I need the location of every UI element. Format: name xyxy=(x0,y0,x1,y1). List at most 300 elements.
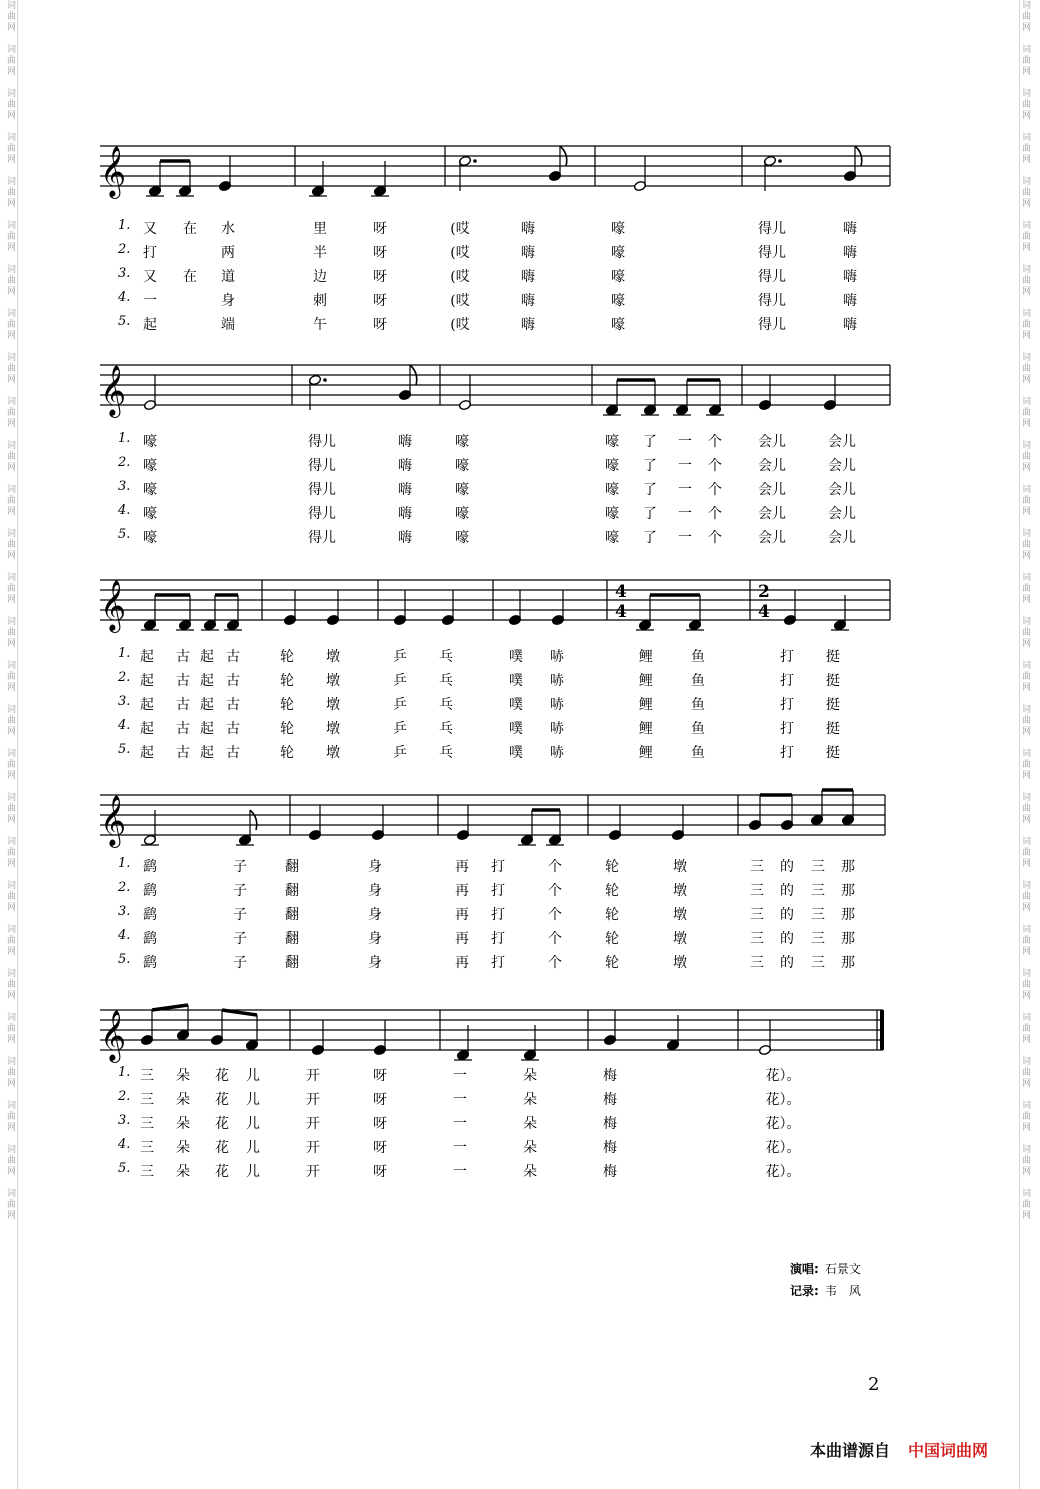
treble-clef-icon: 𝄞 xyxy=(100,365,127,416)
lyric-syllable: 花 xyxy=(215,1164,229,1180)
lyric-syllable: (哎 xyxy=(450,293,470,309)
lyric-syllable: 在 xyxy=(183,269,197,285)
lyric-syllable: 得儿 xyxy=(758,221,786,237)
lyric-syllable: 个 xyxy=(708,458,722,474)
verse-number: 1. xyxy=(118,856,131,871)
note-beam xyxy=(152,1005,188,1010)
page-number: 2 xyxy=(868,1374,880,1395)
lyric-syllable: 一 xyxy=(453,1116,467,1132)
lyric-syllable: (哎 xyxy=(450,221,470,237)
lyric-syllable: 嚎 xyxy=(611,317,625,333)
lyric-syllable: 再 xyxy=(455,859,469,875)
lyric-syllable: 身 xyxy=(368,931,382,947)
lyric-syllable: 打 xyxy=(491,955,505,971)
lyric-syllable: 嗨 xyxy=(843,269,857,285)
lyric-syllable: 嚎 xyxy=(455,506,469,522)
lyric-syllable: 墩 xyxy=(673,931,687,947)
staff xyxy=(0,550,1040,660)
footer-site-link[interactable]: 中国词曲网 xyxy=(908,1441,989,1460)
lyric-syllable: 嚎 xyxy=(605,482,619,498)
lyric-syllable: 起 xyxy=(200,673,214,689)
recorder-line xyxy=(790,1280,861,1302)
lyric-syllable: 再 xyxy=(455,955,469,971)
lyric-syllable: 起 xyxy=(200,649,214,665)
lyric-syllable: 会儿 xyxy=(758,482,786,498)
lyric-syllable: 打 xyxy=(491,907,505,923)
lyric-syllable: 起 xyxy=(140,673,154,689)
time-signature-denominator: 4 xyxy=(758,602,770,622)
lyric-syllable: 开 xyxy=(306,1092,320,1108)
recorder-label: 记录: xyxy=(790,1284,819,1298)
lyric-syllable: 三 xyxy=(750,955,764,971)
lyric-syllable: 鱼 xyxy=(691,649,705,665)
lyric-syllable: 嗨 xyxy=(521,317,535,333)
lyric-syllable: 嗨 xyxy=(521,221,535,237)
lyric-syllable: 呀 xyxy=(373,1092,387,1108)
lyric-syllable: 花）。 xyxy=(765,1116,801,1132)
lyric-syllable: 朵 xyxy=(523,1068,537,1084)
lyric-syllable: 嗨 xyxy=(521,245,535,261)
lyric-syllable: 呀 xyxy=(373,1116,387,1132)
verse-number: 5. xyxy=(118,314,131,329)
lyric-syllable: 鹞 xyxy=(143,883,157,899)
lyric-syllable: 翻 xyxy=(285,883,299,899)
lyric-syllable: 墩 xyxy=(673,859,687,875)
lyric-syllable: 轮 xyxy=(605,883,619,899)
lyric-syllable: 的 xyxy=(780,859,794,875)
lyric-syllable: 鱼 xyxy=(691,697,705,713)
lyric-syllable: 朵 xyxy=(176,1116,190,1132)
lyric-syllable: 水 xyxy=(221,221,235,237)
lyric-syllable: 花 xyxy=(215,1092,229,1108)
lyric-syllable: 鲤 xyxy=(639,697,653,713)
lyric-syllable: 朵 xyxy=(523,1164,537,1180)
lyric-syllable: 噗 xyxy=(509,697,523,713)
lyric-syllable: 乒 xyxy=(393,673,407,689)
verse-number: 2. xyxy=(118,242,131,257)
note-flag xyxy=(250,810,257,830)
lyric-syllable: 鹞 xyxy=(143,931,157,947)
lyric-syllable: 呀 xyxy=(373,245,387,261)
lyric-syllable: 个 xyxy=(548,859,562,875)
lyric-syllable: 呀 xyxy=(373,317,387,333)
lyric-syllable: 鲤 xyxy=(639,673,653,689)
lyric-syllable: 起 xyxy=(200,697,214,713)
lyric-syllable: 打 xyxy=(780,745,794,761)
lyric-syllable: 嗨 xyxy=(843,317,857,333)
lyric-syllable: 个 xyxy=(708,482,722,498)
lyric-syllable: 嚎 xyxy=(455,434,469,450)
verse-number: 4. xyxy=(118,503,131,518)
lyric-syllable: 身 xyxy=(368,859,382,875)
lyric-syllable: 会儿 xyxy=(758,458,786,474)
lyric-syllable: 个 xyxy=(548,931,562,947)
lyric-syllable: 三 xyxy=(140,1116,154,1132)
lyric-syllable: 乓 xyxy=(439,697,453,713)
lyric-syllable: 个 xyxy=(548,955,562,971)
lyric-syllable: 花）。 xyxy=(765,1140,801,1156)
lyric-syllable: 翻 xyxy=(285,907,299,923)
verse-number: 5. xyxy=(118,742,131,757)
lyric-syllable: 得儿 xyxy=(758,269,786,285)
verse-number: 3. xyxy=(118,694,131,709)
lyric-syllable: 花）。 xyxy=(765,1068,801,1084)
final-barline xyxy=(880,1010,884,1050)
lyric-syllable: 朵 xyxy=(523,1116,537,1132)
lyric-syllable: 了 xyxy=(643,506,657,522)
lyric-syllable: 嚎 xyxy=(611,221,625,237)
verse-number: 4. xyxy=(118,718,131,733)
lyric-syllable: 挺 xyxy=(826,697,840,713)
lyric-syllable: 开 xyxy=(306,1140,320,1156)
verse-number: 2. xyxy=(118,880,131,895)
lyric-syllable: 三 xyxy=(140,1092,154,1108)
lyric-syllable: 会儿 xyxy=(758,434,786,450)
lyric-syllable: 里 xyxy=(313,221,327,237)
lyric-syllable: 轮 xyxy=(605,859,619,875)
lyric-syllable: 打 xyxy=(491,883,505,899)
treble-clef-icon: 𝄞 xyxy=(100,795,127,846)
lyric-syllable: 会儿 xyxy=(828,530,856,546)
lyric-syllable: 的 xyxy=(780,883,794,899)
lyric-syllable: 那 xyxy=(841,955,855,971)
lyric-syllable: 鱼 xyxy=(691,721,705,737)
verse-number: 5. xyxy=(118,1161,131,1176)
footer-source-text: 本曲谱源自 xyxy=(810,1441,891,1460)
lyric-syllable: 起 xyxy=(140,649,154,665)
lyric-syllable: 古 xyxy=(176,721,190,737)
lyric-syllable: 一 xyxy=(678,482,692,498)
lyric-syllable: 那 xyxy=(841,859,855,875)
lyric-syllable: 三 xyxy=(750,907,764,923)
lyric-syllable: 又 xyxy=(143,269,157,285)
recorder-name: 韦 风 xyxy=(824,1284,861,1298)
lyric-syllable: 古 xyxy=(226,673,240,689)
lyric-syllable: 儿 xyxy=(246,1092,260,1108)
lyric-syllable: 端 xyxy=(221,317,235,333)
lyric-syllable: 梅 xyxy=(603,1068,617,1084)
lyric-syllable: 乒 xyxy=(393,649,407,665)
lyric-syllable: 嗨 xyxy=(521,293,535,309)
lyric-syllable: 打 xyxy=(491,931,505,947)
lyric-syllable: 打 xyxy=(780,649,794,665)
lyric-syllable: 嚎 xyxy=(143,506,157,522)
lyric-syllable: 朵 xyxy=(176,1140,190,1156)
staff xyxy=(0,116,1040,226)
verse-number: 3. xyxy=(118,266,131,281)
lyric-syllable: 鹞 xyxy=(143,907,157,923)
lyric-syllable: 三 xyxy=(811,883,825,899)
lyric-syllable: 墩 xyxy=(326,673,340,689)
lyric-syllable: 乒 xyxy=(393,721,407,737)
lyric-syllable: 身 xyxy=(368,883,382,899)
lyric-syllable: 嚎 xyxy=(455,458,469,474)
lyric-syllable: 得儿 xyxy=(758,317,786,333)
lyric-syllable: 一 xyxy=(678,458,692,474)
lyric-syllable: 三 xyxy=(811,955,825,971)
lyric-syllable: 花 xyxy=(215,1116,229,1132)
lyric-syllable: 呀 xyxy=(373,269,387,285)
lyric-syllable: 起 xyxy=(200,745,214,761)
lyric-syllable: 三 xyxy=(750,859,764,875)
lyric-syllable: 起 xyxy=(200,721,214,737)
lyric-syllable: 打 xyxy=(491,859,505,875)
lyric-syllable: 子 xyxy=(233,907,247,923)
lyric-syllable: 梅 xyxy=(603,1116,617,1132)
lyric-syllable: 得儿 xyxy=(308,530,336,546)
lyric-syllable: 墩 xyxy=(326,721,340,737)
lyric-syllable: 呀 xyxy=(373,1164,387,1180)
lyric-syllable: 嗨 xyxy=(398,530,412,546)
lyric-syllable: 挺 xyxy=(826,745,840,761)
lyric-syllable: 儿 xyxy=(246,1164,260,1180)
lyric-syllable: 再 xyxy=(455,931,469,947)
lyric-syllable: 呀 xyxy=(373,293,387,309)
lyric-syllable: 得儿 xyxy=(308,506,336,522)
lyric-syllable: 会儿 xyxy=(828,458,856,474)
lyric-syllable: 乒 xyxy=(393,745,407,761)
singer-label: 演唱: xyxy=(790,1262,819,1276)
verse-number: 1. xyxy=(118,431,131,446)
lyric-syllable: 的 xyxy=(780,907,794,923)
lyric-syllable: 嗨 xyxy=(398,458,412,474)
lyric-syllable: 会儿 xyxy=(828,434,856,450)
lyric-syllable: 哧 xyxy=(550,745,564,761)
lyric-syllable: 子 xyxy=(233,859,247,875)
singer-name: 石景文 xyxy=(824,1262,861,1276)
lyric-syllable: 轮 xyxy=(280,649,294,665)
lyric-syllable: 起 xyxy=(140,745,154,761)
lyric-syllable: 个 xyxy=(708,506,722,522)
credits xyxy=(790,1258,861,1302)
lyric-syllable: 鱼 xyxy=(691,745,705,761)
treble-clef-icon: 𝄞 xyxy=(100,580,127,631)
lyric-syllable: 古 xyxy=(176,697,190,713)
lyric-syllable: 嗨 xyxy=(843,245,857,261)
lyric-syllable: 轮 xyxy=(605,955,619,971)
lyric-syllable: 哧 xyxy=(550,721,564,737)
verse-number: 2. xyxy=(118,670,131,685)
lyric-syllable: 再 xyxy=(455,907,469,923)
lyric-syllable: 得儿 xyxy=(758,293,786,309)
lyric-syllable: 三 xyxy=(750,883,764,899)
lyric-syllable: 乓 xyxy=(439,721,453,737)
lyric-syllable: 一 xyxy=(453,1164,467,1180)
lyric-syllable: 午 xyxy=(313,317,327,333)
lyric-syllable: 一 xyxy=(678,434,692,450)
lyric-syllable: 嗨 xyxy=(843,221,857,237)
lyric-syllable: 在 xyxy=(183,221,197,237)
augmentation-dot xyxy=(778,159,782,163)
lyric-syllable: 墩 xyxy=(326,745,340,761)
verse-number: 4. xyxy=(118,290,131,305)
lyric-syllable: 道 xyxy=(221,269,235,285)
lyric-syllable: 三 xyxy=(750,931,764,947)
lyric-syllable: 呀 xyxy=(373,1140,387,1156)
lyric-syllable: 个 xyxy=(548,907,562,923)
lyric-syllable: 一 xyxy=(143,293,157,309)
lyric-syllable: 墩 xyxy=(326,649,340,665)
lyric-syllable: 嚎 xyxy=(605,530,619,546)
lyric-syllable: 鲤 xyxy=(639,721,653,737)
lyric-syllable: 三 xyxy=(140,1068,154,1084)
lyric-syllable: 噗 xyxy=(509,649,523,665)
lyric-syllable: 一 xyxy=(453,1092,467,1108)
lyric-syllable: 噗 xyxy=(509,673,523,689)
verse-number: 3. xyxy=(118,1113,131,1128)
verse-number: 4. xyxy=(118,928,131,943)
lyric-syllable: (哎 xyxy=(450,317,470,333)
singer-line xyxy=(790,1258,861,1280)
lyric-syllable: 嚎 xyxy=(611,269,625,285)
lyric-syllable: 又 xyxy=(143,221,157,237)
lyric-syllable: 三 xyxy=(140,1164,154,1180)
lyric-syllable: 挺 xyxy=(826,649,840,665)
lyric-syllable: 嚎 xyxy=(605,458,619,474)
lyric-syllable: 那 xyxy=(841,907,855,923)
lyric-syllable: 花 xyxy=(215,1140,229,1156)
lyric-syllable: 轮 xyxy=(280,721,294,737)
lyric-syllable: 嚎 xyxy=(143,530,157,546)
lyric-syllable: 再 xyxy=(455,883,469,899)
lyric-syllable: 嚎 xyxy=(143,434,157,450)
treble-clef-icon: 𝄞 xyxy=(100,1010,127,1061)
lyric-syllable: 子 xyxy=(233,883,247,899)
lyric-syllable: 古 xyxy=(176,673,190,689)
lyric-syllable: 子 xyxy=(233,931,247,947)
lyric-syllable: 嗨 xyxy=(843,293,857,309)
lyric-syllable: 起 xyxy=(140,721,154,737)
lyric-syllable: 呀 xyxy=(373,221,387,237)
lyric-syllable: 那 xyxy=(841,931,855,947)
lyric-syllable: 墩 xyxy=(326,697,340,713)
lyric-syllable: 嚎 xyxy=(143,482,157,498)
lyric-syllable: 半 xyxy=(313,245,327,261)
treble-clef-icon: 𝄞 xyxy=(100,146,127,197)
lyric-syllable: 鲤 xyxy=(639,649,653,665)
lyric-syllable: 轮 xyxy=(280,673,294,689)
lyric-syllable: 嚎 xyxy=(455,530,469,546)
lyric-syllable: 那 xyxy=(841,883,855,899)
lyric-syllable: 乓 xyxy=(439,649,453,665)
lyric-syllable: 儿 xyxy=(246,1140,260,1156)
lyric-syllable: 梅 xyxy=(603,1140,617,1156)
lyric-syllable: 古 xyxy=(176,649,190,665)
lyric-syllable: 嚎 xyxy=(143,458,157,474)
lyric-syllable: 嗨 xyxy=(521,269,535,285)
lyric-syllable: 一 xyxy=(453,1140,467,1156)
lyric-syllable: 朵 xyxy=(176,1164,190,1180)
lyric-syllable: 嚎 xyxy=(611,245,625,261)
verse-number: 3. xyxy=(118,904,131,919)
lyric-syllable: 乓 xyxy=(439,745,453,761)
lyric-syllable: 三 xyxy=(811,859,825,875)
lyric-syllable: 打 xyxy=(780,697,794,713)
augmentation-dot xyxy=(473,159,477,163)
lyric-syllable: 开 xyxy=(306,1164,320,1180)
lyric-syllable: 子 xyxy=(233,955,247,971)
verse-number: 4. xyxy=(118,1137,131,1152)
lyric-syllable: 噗 xyxy=(509,745,523,761)
lyric-syllable: 嚎 xyxy=(611,293,625,309)
verse-number: 1. xyxy=(118,218,131,233)
lyric-syllable: 花）。 xyxy=(765,1164,801,1180)
lyric-syllable: 鹞 xyxy=(143,859,157,875)
verse-number: 2. xyxy=(118,455,131,470)
lyric-syllable: 嚎 xyxy=(455,482,469,498)
lyric-syllable: 会儿 xyxy=(758,506,786,522)
lyric-syllable: 边 xyxy=(313,269,327,285)
lyric-syllable: 朵 xyxy=(523,1092,537,1108)
lyric-syllable: 轮 xyxy=(280,745,294,761)
lyric-syllable: 了 xyxy=(643,482,657,498)
verse-number: 3. xyxy=(118,479,131,494)
lyric-syllable: 开 xyxy=(306,1068,320,1084)
lyric-syllable: 个 xyxy=(708,530,722,546)
augmentation-dot xyxy=(323,378,327,382)
lyric-syllable: 三 xyxy=(811,907,825,923)
lyric-syllable: 翻 xyxy=(285,931,299,947)
lyric-syllable: 花 xyxy=(215,1068,229,1084)
lyric-syllable: 古 xyxy=(226,649,240,665)
lyric-syllable: 个 xyxy=(548,883,562,899)
lyric-syllable: 朵 xyxy=(176,1092,190,1108)
lyric-syllable: 得儿 xyxy=(758,245,786,261)
lyric-syllable: 墩 xyxy=(673,907,687,923)
lyric-syllable: 古 xyxy=(226,721,240,737)
verse-number: 5. xyxy=(118,527,131,542)
lyric-syllable: 打 xyxy=(143,245,157,261)
lyric-syllable: 了 xyxy=(643,458,657,474)
verse-number: 2. xyxy=(118,1089,131,1104)
lyric-syllable: 翻 xyxy=(285,955,299,971)
lyric-syllable: 古 xyxy=(176,745,190,761)
lyric-syllable: 乓 xyxy=(439,673,453,689)
lyric-syllable: 鱼 xyxy=(691,673,705,689)
lyric-syllable: 会儿 xyxy=(828,482,856,498)
staff xyxy=(0,335,1040,445)
lyric-syllable: 呀 xyxy=(373,1068,387,1084)
lyric-syllable: 身 xyxy=(221,293,235,309)
lyric-syllable: 噗 xyxy=(509,721,523,737)
lyric-syllable: 起 xyxy=(140,697,154,713)
lyric-syllable: 身 xyxy=(368,955,382,971)
lyric-syllable: 墩 xyxy=(673,883,687,899)
footer xyxy=(810,1438,988,1461)
lyric-syllable: 打 xyxy=(780,721,794,737)
lyric-syllable: 挺 xyxy=(826,673,840,689)
lyric-syllable: 鹞 xyxy=(143,955,157,971)
verse-number: 1. xyxy=(118,646,131,661)
lyric-syllable: 梅 xyxy=(603,1092,617,1108)
verse-number: 5. xyxy=(118,952,131,967)
lyric-syllable: 开 xyxy=(306,1116,320,1132)
lyric-syllable: 个 xyxy=(708,434,722,450)
lyric-syllable: 鲤 xyxy=(639,745,653,761)
lyric-syllable: 了 xyxy=(643,434,657,450)
lyric-syllable: 轮 xyxy=(605,907,619,923)
note-beam xyxy=(222,1010,257,1015)
lyric-syllable: 的 xyxy=(780,931,794,947)
lyric-syllable: 朵 xyxy=(523,1140,537,1156)
lyric-syllable: 嗨 xyxy=(398,482,412,498)
time-signature-numerator: 2 xyxy=(758,582,770,602)
lyric-syllable: 一 xyxy=(678,530,692,546)
lyric-syllable: 哧 xyxy=(550,673,564,689)
lyric-syllable: 墩 xyxy=(673,955,687,971)
lyric-syllable: 了 xyxy=(643,530,657,546)
lyric-syllable: 三 xyxy=(811,931,825,947)
